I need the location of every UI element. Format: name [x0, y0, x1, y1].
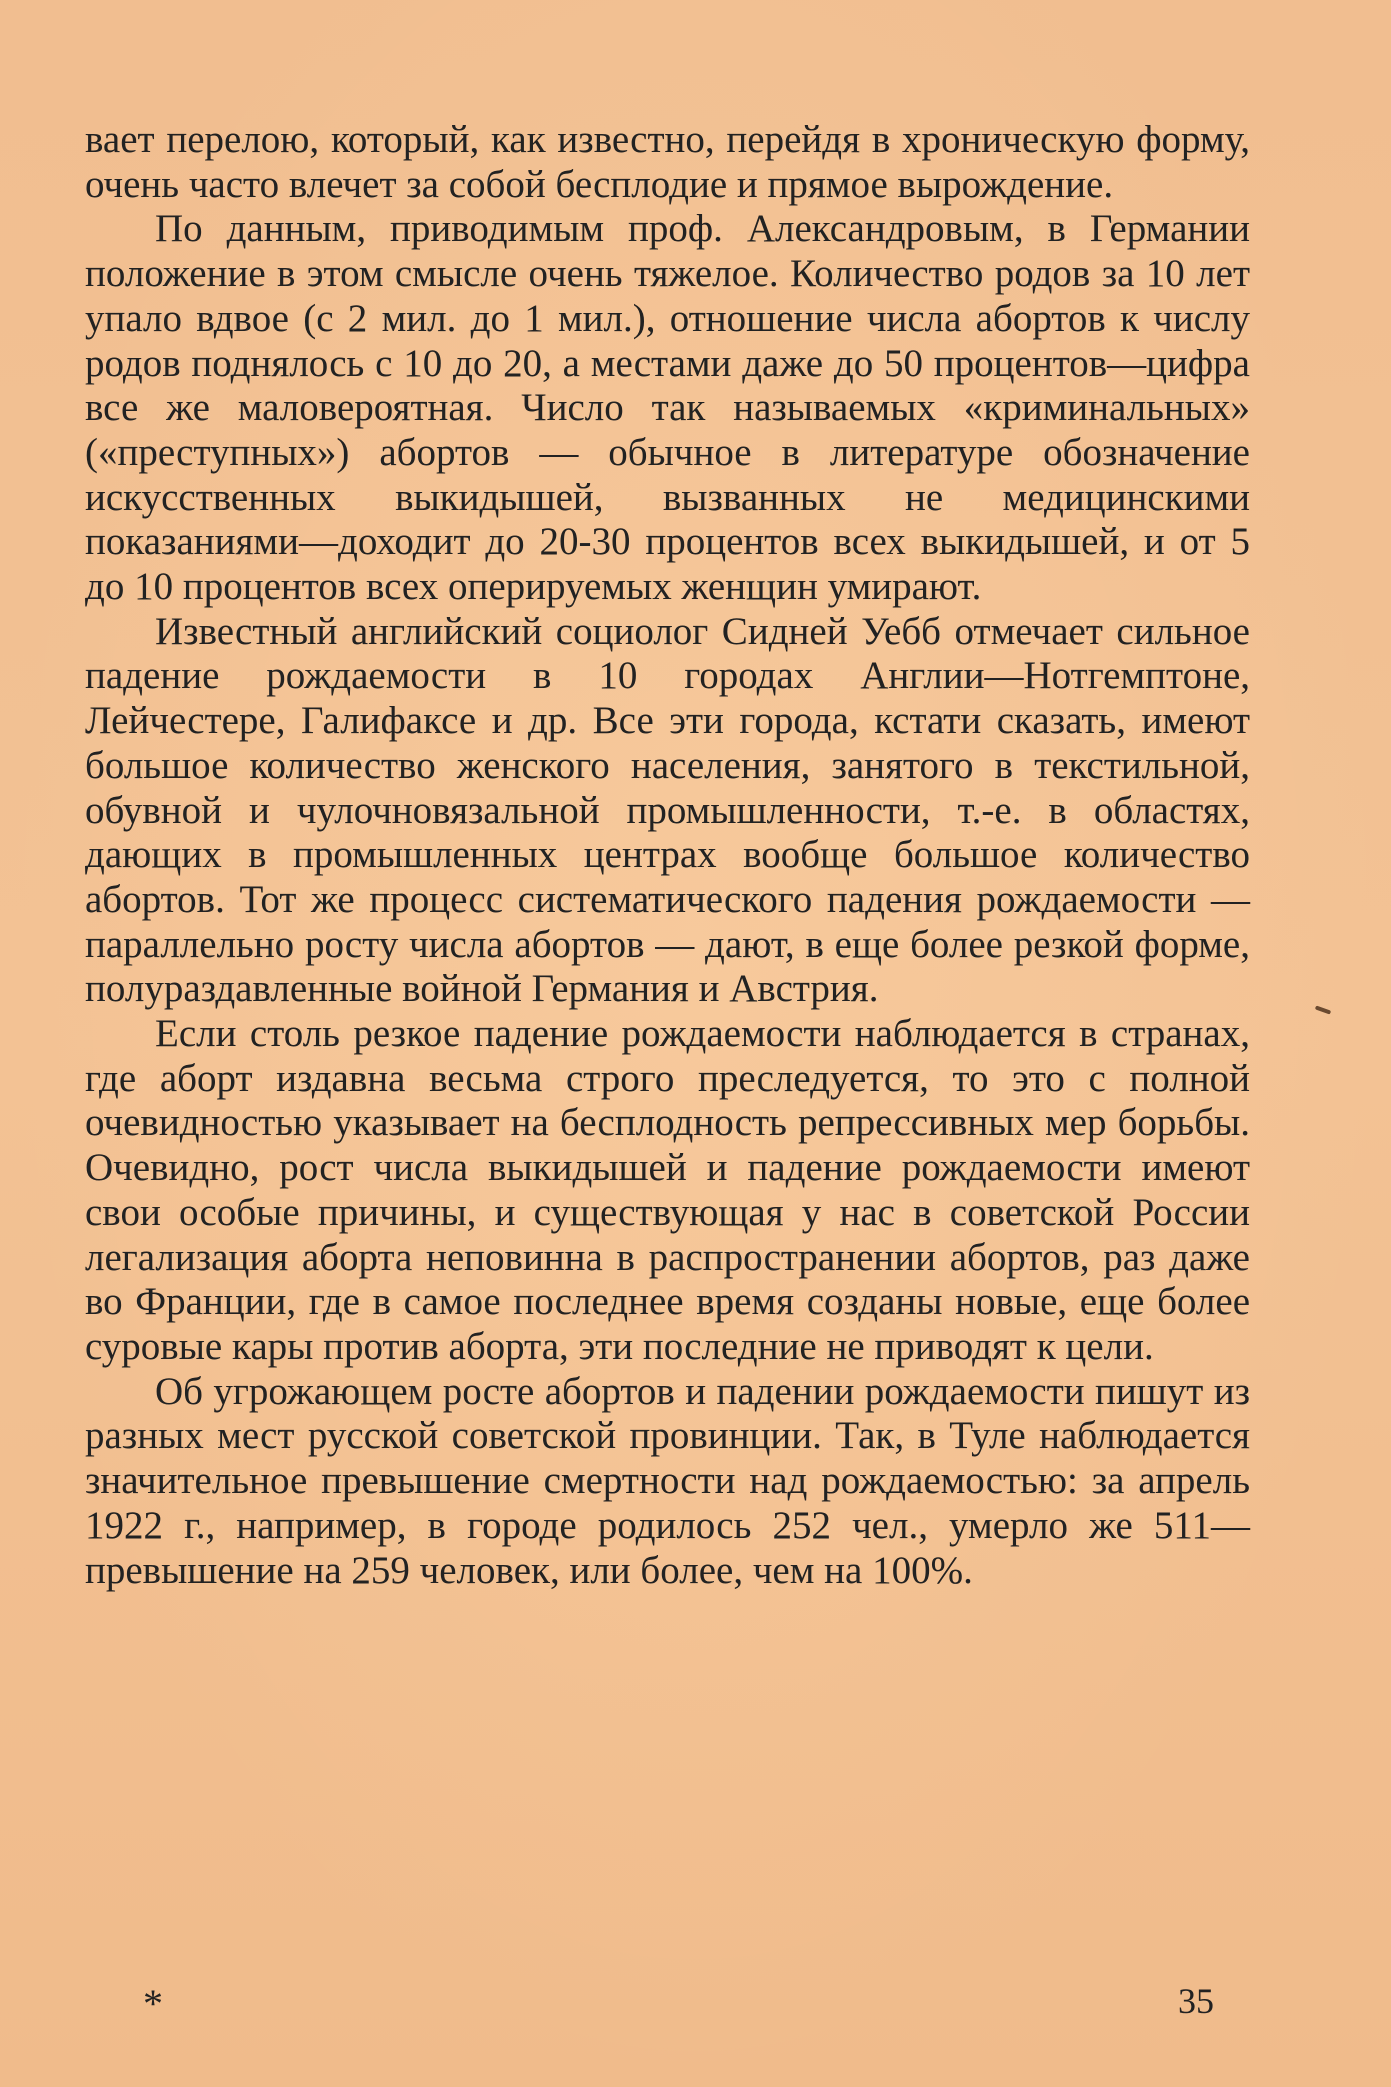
- page-number: 35: [1178, 1981, 1214, 2021]
- paragraph-4: Если столь резкое падение рождаемости наблюдается в странах, где аборт издавна весьма строго преследуется, то это с полной очевидностью указывает на бесплодность репрессивных мер борьбы. Очевидно, рост числа выкидышей и падение рождаемости имеют свои особые причины, и существующая у нас в советской России легализация аборта неповинна в распространении абортов, раз даже во Франции, где в самое последнее время созданы новые, еще более суровые кары против аборта, эти последние не приводят к цели.: [85, 1012, 1250, 1368]
- paragraph-2: По данным, приводимым проф. Александровым, в Германии положение в этом смысле очень тяжелое. Количество родов за 10 лет упало вдвое (с 2 мил. до 1 мил.), отношение числа абортов к числу родов поднялось с 10 до 20, а местами даже до 50 процентов—цифра все же маловероятная. Число так называемых «криминальных» («преступных») абортов — обычное в литературе обозначение искусственных выкидышей, вызванных не медицинскими показаниями—доходит до 20-30 процентов всех выкидышей, и от 5 до 10 процентов всех оперируемых женщин умирают.: [85, 207, 1250, 609]
- paragraph-3: Известный английский социолог Сидней Уебб отмечает сильное падение рождаемости в 10 городах Англии—Нотгемптоне, Лейчестере, Галифаксе и др. Все эти города, кстати сказать, имеют большое количество женского населения, занятого в текстильной, обувной и чулочновязальной промышленности, т.-е. в областях, дающих в промышленных центрах вообще большое количество абортов. Тот же процесс систематического падения рождаемости — параллельно росту числа абортов — дают, в еще более резкой форме, полураздавленные войной Германия и Австрия.: [85, 609, 1250, 1011]
- paragraph-1: вает перелою, который, как известно, перейдя в хроническую форму, очень часто влечет за собой бесплодие и прямое вырождение.: [85, 118, 1250, 206]
- signature-mark: *: [143, 1981, 163, 2026]
- body-text: [85, 118, 1250, 1593]
- page-footer: [0, 1980, 1391, 2030]
- paper-speck: [1315, 1005, 1331, 1014]
- paragraph-5: Об угрожающем росте абортов и падении рождаемости пишут из разных мест русской советской провинции. Так, в Туле наблюдается значительное превышение смертности над рождаемостью: за апрель 1922 г., например, в городе родилось 252 чел., умерло же 511—превышение на 259 человек, или более, чем на 100%.: [85, 1369, 1250, 1592]
